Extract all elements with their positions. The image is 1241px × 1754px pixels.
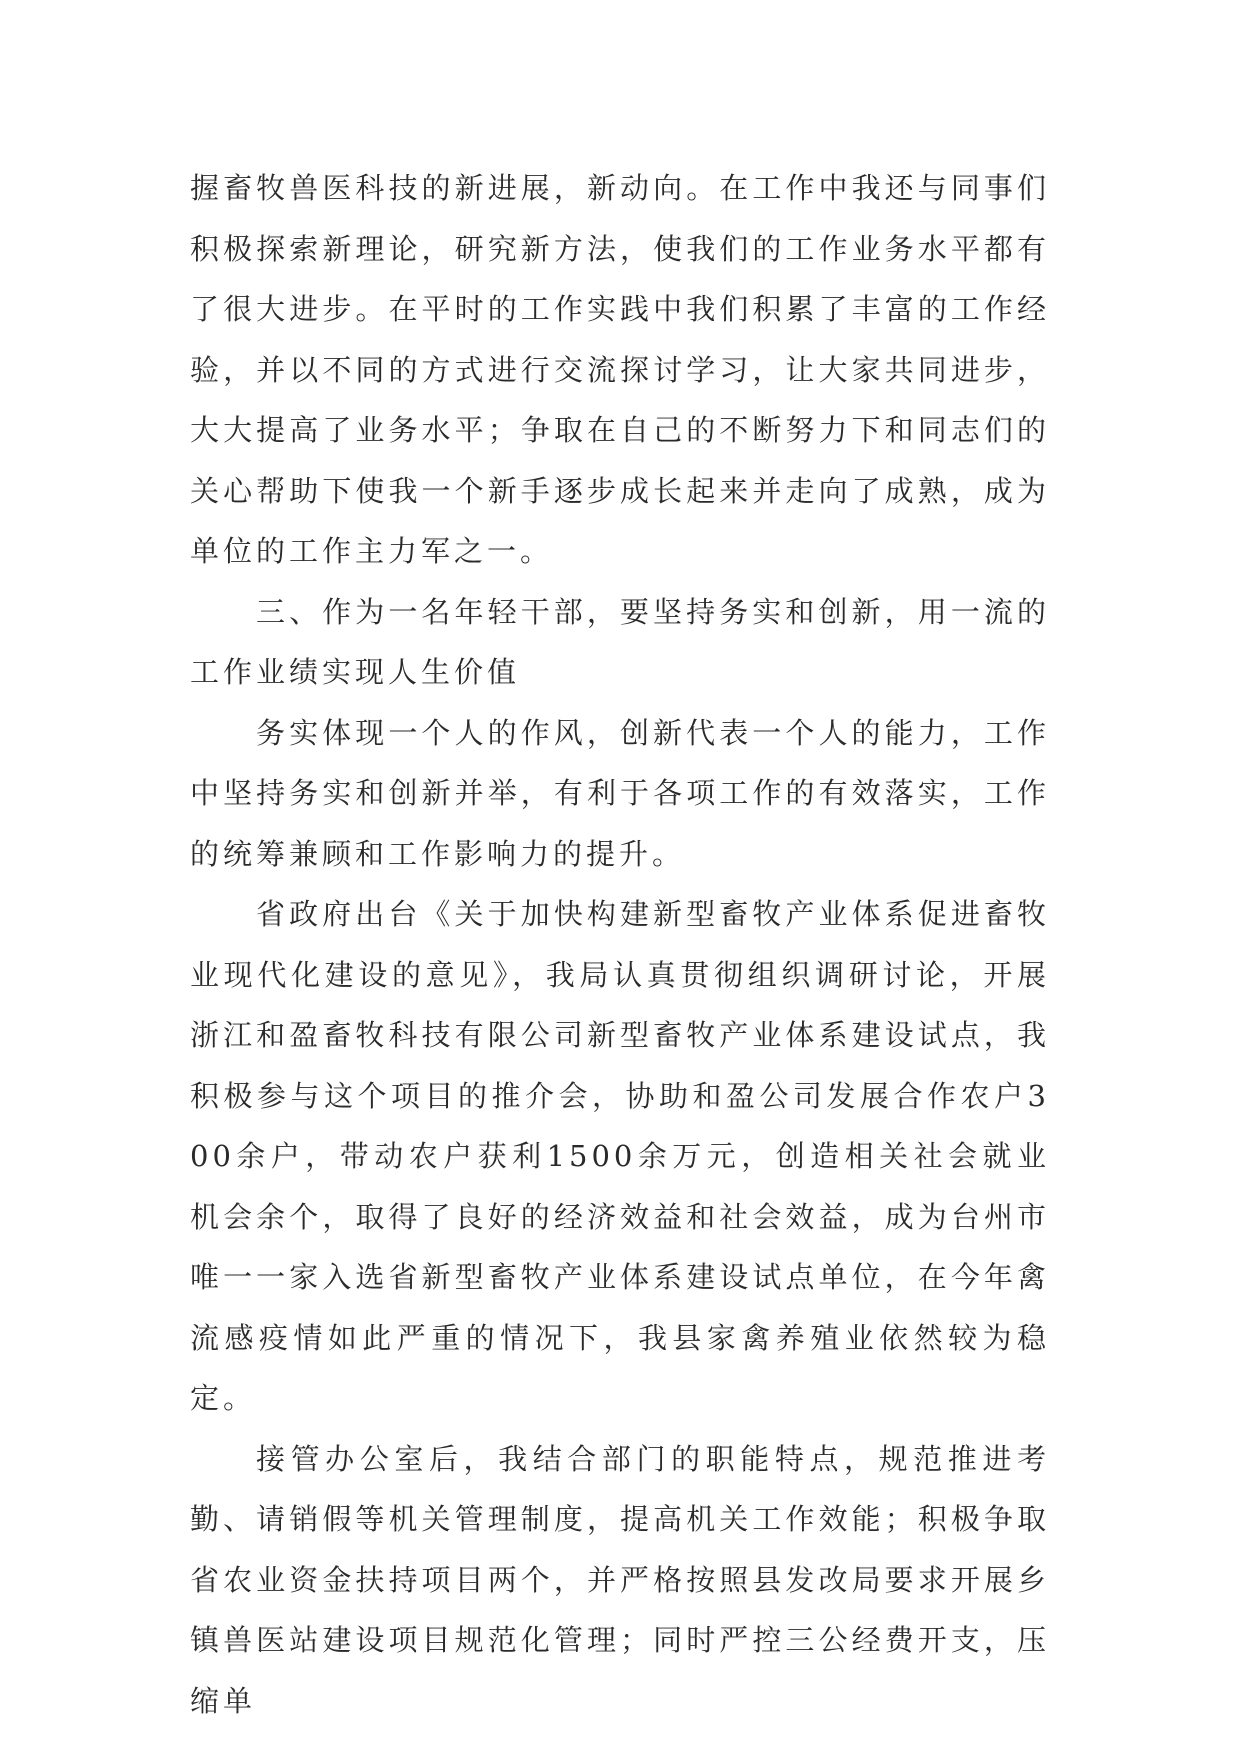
paragraph-office-management: 接管办公室后，我结合部门的职能特点，规范推进考勤、请销假等机关管理制度，提高机关工作效能；积极争取省农业资金扶持项目两个，并严格按照县发改局要求开展乡镇兽医站建设项目规范化管理；同时严控三公经费开支，压缩单 [190, 1441, 1050, 1718]
section-heading-three: 三、作为一名年轻干部，要坚持务实和创新，用一流的工作业绩实现人生价值 [190, 594, 1050, 689]
paragraph-pilot-project: 省政府出台《关于加快构建新型畜牧产业体系促进畜牧业现代化建设的意见》，我局认真贯彻组织调研讨论，开展浙江和盈畜牧科技有限公司新型畜牧产业体系建设试点，我积极参与这个项目的推介会，协助和盈公司发展合作农户300余户，带动农户获利1500余万元，创造相关社会就业机会余个，取得了良好的经济效益和社会效益，成为台州市唯一一家入选省新型畜牧产业体系建设试点单位，在今年禽流感疫情如此严重的情况下，我县家禽养殖业依然较为稳定。 [190, 897, 1050, 1415]
paragraph-continuation: 握畜牧兽医科技的新进展，新动向。在工作中我还与同事们积极探索新理论，研究新方法，使我们的工作业务水平都有了很大进步。在平时的工作实践中我们积累了丰富的工作经验，并以不同的方式进行交流探讨学习，让大家共同进步，大大提高了业务水平；争取在自己的不断努力下和同志们的关心帮助下使我一个新手逐步成长起来并走向了成熟，成为单位的工作主力军之一。 [190, 171, 1050, 568]
document-body [190, 158, 1050, 1731]
paragraph-pragmatism: 务实体现一个人的作风，创新代表一个人的能力，工作中坚持务实和创新并举，有利于各项工作的有效落实，工作的统筹兼顾和工作影响力的提升。 [190, 715, 1050, 871]
